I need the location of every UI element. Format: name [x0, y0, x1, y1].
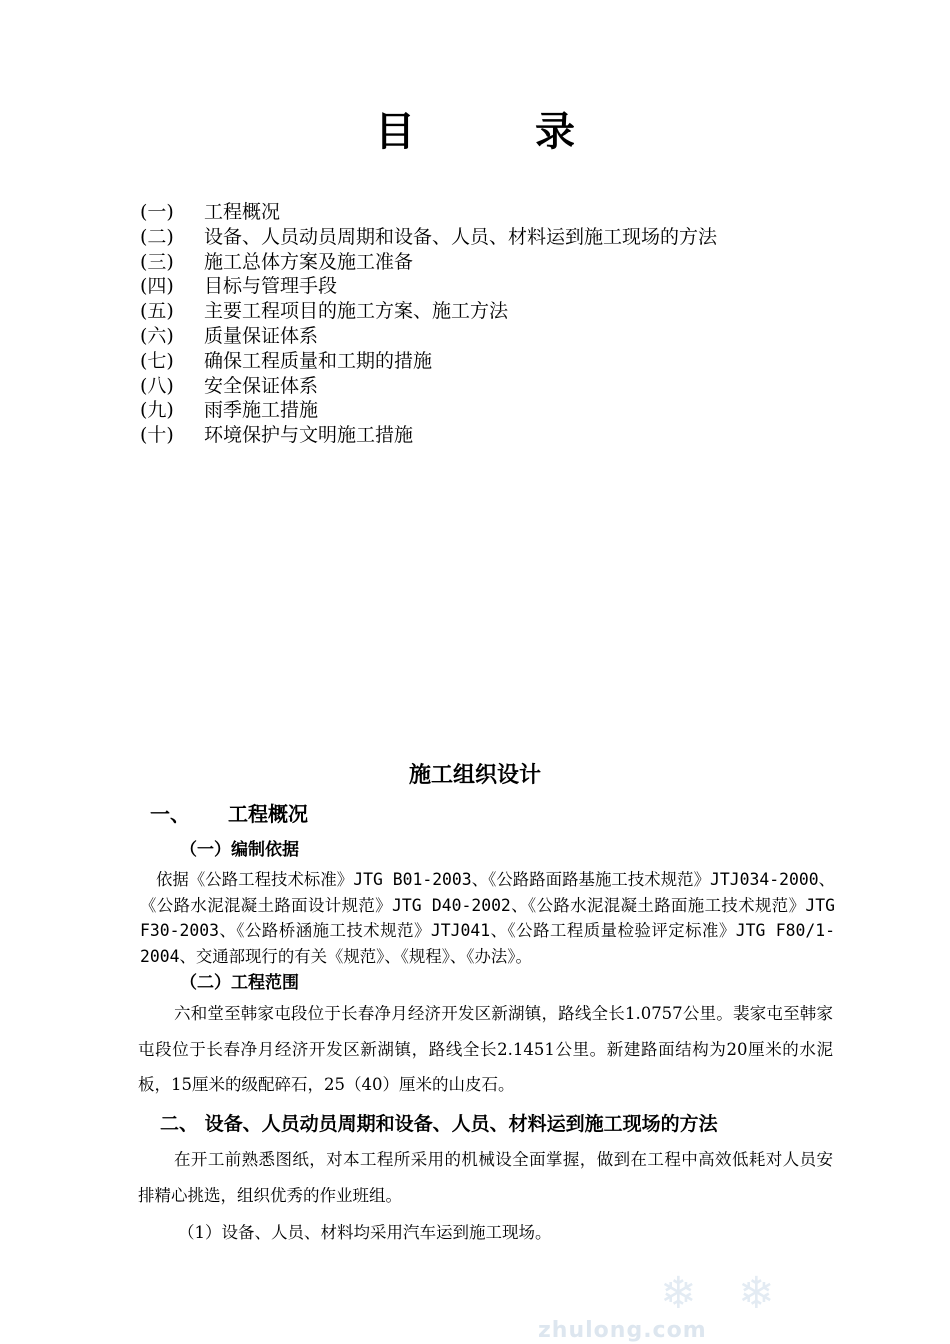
toc-item: [140, 225, 900, 250]
toc-item-label: 确保工程质量和工期的措施: [204, 349, 433, 372]
toc-item-number: (七): [140, 349, 174, 372]
subsection-1-heading: （一）编制依据: [180, 840, 299, 860]
toc-item-label: 施工总体方案及施工准备: [204, 250, 414, 273]
toc-title-char-2: 录: [535, 108, 575, 155]
subsection-1-paragraph: 依据《公路工程技术标准》JTG B01-2003、《公路路面路基施工技术规范》JTJ034-2000、《公路水泥混凝土路面设计规范》JTG D40-2002、《公路水泥混凝土路面施工技术规范》JTG F30-2003、《公路桥涵施工技术规范》JTJ041、《公路工程质量检验评定标准》JTG F80/1-2004、交通部现行的有关《规范》、《规程》、《办法》。: [140, 870, 835, 966]
section-2-paragraph: 在开工前熟悉图纸，对本工程所采用的机械设全面掌握，做到在工程中高效低耗对人员安排精心挑选，组织优秀的作业班组。: [138, 1150, 833, 1205]
toc-list: [140, 200, 900, 448]
toc-item-label: 目标与管理手段: [204, 275, 338, 298]
toc-title: [0, 100, 950, 157]
toc-item-number: (三): [140, 250, 174, 273]
toc-item-label: 质量保证体系: [204, 324, 319, 347]
subsection-2-heading: （二）工程范围: [180, 973, 299, 993]
toc-item: [140, 299, 900, 324]
toc-item-label: 雨季施工措施: [204, 399, 319, 422]
toc-item-number: (八): [140, 374, 174, 397]
toc-item-label: 主要工程项目的施工方案、施工方法: [204, 300, 509, 323]
toc-item: [140, 398, 900, 423]
toc-item-label: 工程概况: [204, 201, 281, 223]
toc-item-number: (二): [140, 225, 174, 248]
toc-item-number: (五): [140, 300, 174, 323]
toc-item: [140, 250, 900, 275]
toc-title-char-1: 目: [375, 108, 415, 155]
section-1-number: 一、: [150, 802, 190, 826]
toc-item-number: (一): [140, 201, 174, 223]
toc-item: [140, 274, 900, 299]
toc-item-label: 设备、人员动员周期和设备、人员、材料运到施工现场的方法: [204, 225, 718, 248]
toc-item: [140, 324, 900, 349]
snowflake-icon: ❄: [738, 1268, 775, 1319]
main-title: 施工组织设计: [408, 762, 541, 788]
section-1-heading: [150, 798, 308, 827]
watermark-text: zhulong.com: [538, 1318, 707, 1343]
toc-item-number: (九): [140, 399, 174, 422]
toc-item-number: (十): [140, 424, 174, 447]
toc-item: [140, 200, 900, 225]
toc-item-number: (六): [140, 324, 174, 347]
section-1-title: 工程概况: [228, 802, 308, 826]
toc-item: [140, 349, 900, 374]
toc-item: [140, 423, 900, 448]
section-2-heading: 二、 设备、人员动员周期和设备、人员、材料运到施工现场的方法: [160, 1113, 718, 1135]
toc-item-number: (四): [140, 275, 174, 298]
snowflake-icon: ❄: [660, 1268, 697, 1319]
section-2-item-1: （1）设备、人员、材料均采用汽车运到施工现场。: [178, 1223, 552, 1242]
toc-item: [140, 374, 900, 399]
subsection-2-paragraph: 六和堂至韩家屯段位于长春净月经济开发区新湖镇，路线全长1.0757公里。裴家屯至韩家屯段位于长春净月经济开发区新湖镇，路线全长2.1451公里。新建路面结构为20厘米的水泥板，15厘米的级配碎石，25（40）厘米的山皮石。: [138, 1004, 833, 1094]
toc-item-label: 环境保护与文明施工措施: [204, 424, 414, 447]
toc-item-label: 安全保证体系: [204, 374, 319, 397]
